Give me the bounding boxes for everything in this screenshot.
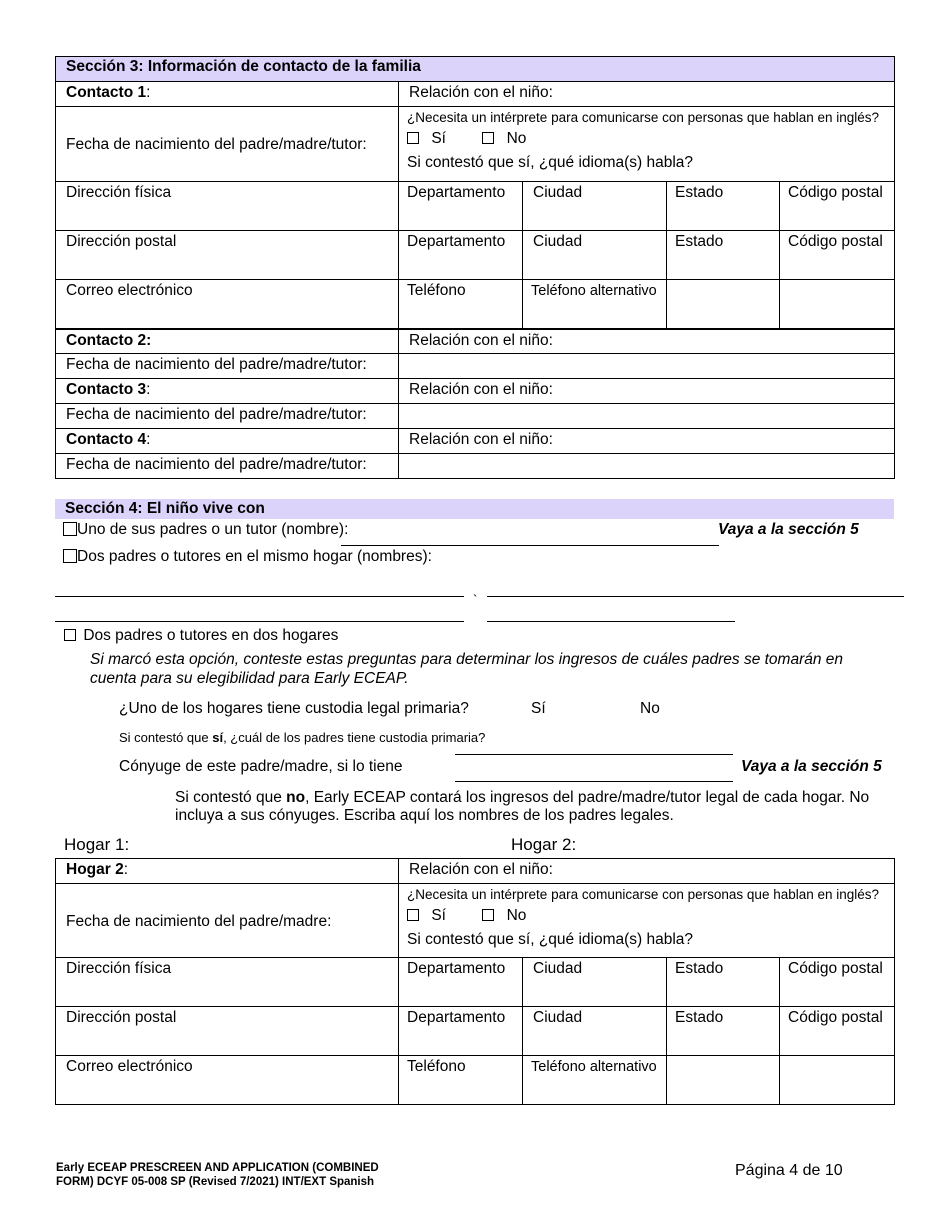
home2-extra-field-2[interactable] — [780, 1056, 895, 1105]
contact3-relation-field[interactable]: Relación con el niño: — [399, 379, 895, 404]
custody-yes-option[interactable]: Sí — [531, 700, 546, 717]
form-footer-line1: Early ECEAP PRESCREEN AND APPLICATION (COMBINED — [56, 1162, 379, 1174]
home2-postal-apartment-field[interactable]: Departamento — [399, 1007, 523, 1056]
phone-field[interactable]: Teléfono — [399, 280, 523, 329]
home2-extra-field-1[interactable] — [667, 1056, 780, 1105]
physical-apartment-field[interactable]: Departamento — [399, 182, 523, 231]
contact2-dob-label: Fecha de nacimiento del padre/madre/tutor: — [56, 354, 399, 379]
home2-interpreter-yes-checkbox[interactable] — [407, 909, 419, 921]
postal-zip-field[interactable]: Código postal — [780, 231, 895, 280]
option-two-homes[interactable] — [64, 626, 338, 646]
contact1-interpreter-cell — [399, 107, 895, 182]
home2-physical-address-field[interactable]: Dirección física — [56, 958, 399, 1007]
contact2-label: Contacto 2: — [56, 329, 399, 354]
home2-postal-address-field[interactable]: Dirección postal — [56, 1007, 399, 1056]
which-parent-question: Si contestó que sí, ¿cuál de los padres tiene custodia primaria? — [119, 730, 486, 745]
interpreter-yes-label: Sí — [431, 130, 446, 147]
email-field[interactable]: Correo electrónico — [56, 280, 399, 329]
contact1-label: Contacto 1: — [56, 82, 399, 107]
option-one-parent-checkbox[interactable] — [63, 522, 77, 536]
name-line-2[interactable] — [487, 596, 904, 597]
postal-city-field[interactable]: Ciudad — [523, 231, 667, 280]
form-footer — [56, 1161, 379, 1189]
contact4-relation-field[interactable]: Relación con el niño: — [399, 429, 895, 454]
home2-table — [55, 858, 895, 1105]
name-line-3[interactable] — [55, 621, 464, 622]
extra-field-2[interactable] — [780, 280, 895, 329]
goto-section5-link: Vaya a la sección 5 — [718, 521, 859, 538]
name-line-1[interactable] — [55, 596, 464, 597]
home2-language-question[interactable]: Si contestó que sí, ¿qué idioma(s) habla? — [407, 931, 694, 948]
interpreter-no-checkbox[interactable] — [482, 132, 494, 144]
home2-physical-state-field[interactable]: Estado — [667, 958, 780, 1007]
custody-question: ¿Uno de los hogares tiene custodia legal primaria? — [119, 700, 469, 717]
home2-interpreter-no-checkbox[interactable] — [482, 909, 494, 921]
postal-address-field[interactable]: Dirección postal — [56, 231, 399, 280]
physical-zip-field[interactable]: Código postal — [780, 182, 895, 231]
contact2-dob-field[interactable] — [399, 354, 895, 379]
interpreter-no-label: No — [506, 130, 527, 147]
option-one-parent-name-line[interactable] — [341, 545, 719, 546]
language-question[interactable]: Si contestó que sí, ¿qué idioma(s) habla? — [407, 154, 694, 171]
contact4-dob-field[interactable] — [399, 454, 895, 479]
home2-physical-city-field[interactable]: Ciudad — [523, 958, 667, 1007]
option-one-parent-label: Uno de sus padres o un tutor (nombre): — [77, 521, 349, 538]
home2-phone-field[interactable]: Teléfono — [399, 1056, 523, 1105]
spouse-name-line[interactable] — [455, 781, 733, 782]
home2-interpreter-no-label: No — [506, 907, 527, 924]
custody-no-option[interactable]: No — [640, 700, 660, 717]
home2-physical-zip-field[interactable]: Código postal — [780, 958, 895, 1007]
spouse-label: Cónyuge de este padre/madre, si lo tiene — [119, 758, 403, 775]
two-homes-instruction: Si marcó esta opción, conteste estas preguntas para determinar los ingresos de cuáles padres se tomarán en cuenta para su elegibilidad para Early ECEAP. — [90, 651, 844, 687]
contact2-relation-field[interactable]: Relación con el niño: — [399, 329, 895, 354]
home2-alt-phone-field[interactable]: Teléfono alternativo — [523, 1056, 667, 1105]
contact3-dob-label: Fecha de nacimiento del padre/madre/tutor: — [56, 404, 399, 429]
extra-field-1[interactable] — [667, 280, 780, 329]
home2-postal-city-field[interactable]: Ciudad — [523, 1007, 667, 1056]
option-one-parent[interactable] — [63, 520, 348, 540]
option-two-parents-same-home[interactable] — [63, 547, 432, 567]
home2-interpreter-yes-label: Sí — [431, 907, 446, 924]
home2-label: Hogar 2: — [511, 835, 577, 854]
if-no-instruction: Si contestó que no, Early ECEAP contará los ingresos del padre/madre/tutor legal de cada hogar. No incluya a sus cónyuges. Escriba aquí los nombres de los padres legales. — [175, 789, 870, 824]
section3-table — [55, 56, 895, 479]
home2-relation-field[interactable]: Relación con el niño: — [399, 859, 895, 884]
page-number: Página 4 de 10 — [735, 1162, 843, 1179]
home2-email-field[interactable]: Correo electrónico — [56, 1056, 399, 1105]
home2-physical-apartment-field[interactable]: Departamento — [399, 958, 523, 1007]
contact1-dob-field[interactable]: Fecha de nacimiento del padre/madre/tutor: — [56, 107, 399, 182]
home2-contact-label: Hogar 2: — [56, 859, 399, 884]
contact3-label: Contacto 3: — [56, 379, 399, 404]
option-two-homes-checkbox[interactable] — [64, 629, 76, 641]
physical-city-field[interactable]: Ciudad — [523, 182, 667, 231]
primary-custody-parent-line[interactable] — [455, 754, 733, 755]
postal-state-field[interactable]: Estado — [667, 231, 780, 280]
contact4-dob-label: Fecha de nacimiento del padre/madre/tutor: — [56, 454, 399, 479]
home2-postal-state-field[interactable]: Estado — [667, 1007, 780, 1056]
interpreter-question: ¿Necesita un intérprete para comunicarse con personas que hablan en inglés? — [407, 110, 880, 125]
section3-title: Sección 3: Información de contacto de la familia — [56, 57, 895, 82]
home2-interpreter-cell — [399, 884, 895, 958]
option-two-parents-same-home-label: Dos padres o tutores en el mismo hogar (nombres): — [77, 548, 432, 565]
form-footer-line2: FORM) DCYF 05-008 SP (Revised 7/2021) INT/EXT Spanish — [56, 1176, 375, 1188]
alt-phone-field[interactable]: Teléfono alternativo — [523, 280, 667, 329]
option-two-parents-same-home-checkbox[interactable] — [63, 549, 77, 563]
home2-postal-zip-field[interactable]: Código postal — [780, 1007, 895, 1056]
interpreter-yes-checkbox[interactable] — [407, 132, 419, 144]
name-line-4[interactable] — [487, 621, 735, 622]
contact4-label: Contacto 4: — [56, 429, 399, 454]
physical-address-field[interactable]: Dirección física — [56, 182, 399, 231]
home2-interpreter-question: ¿Necesita un intérprete para comunicarse con personas que hablan en inglés? — [407, 887, 880, 902]
physical-state-field[interactable]: Estado — [667, 182, 780, 231]
option-two-homes-label: Dos padres o tutores en dos hogares — [83, 627, 339, 644]
separator-mark: ` — [473, 592, 478, 607]
contact3-dob-field[interactable] — [399, 404, 895, 429]
contact1-relation-field[interactable]: Relación con el niño: — [399, 82, 895, 107]
home1-label: Hogar 1: — [64, 835, 130, 854]
goto-section5-link-2: Vaya a la sección 5 — [741, 758, 882, 775]
home2-dob-field[interactable]: Fecha de nacimiento del padre/madre: — [56, 884, 399, 958]
postal-apartment-field[interactable]: Departamento — [399, 231, 523, 280]
section4-title: Sección 4: El niño vive con — [55, 499, 894, 519]
